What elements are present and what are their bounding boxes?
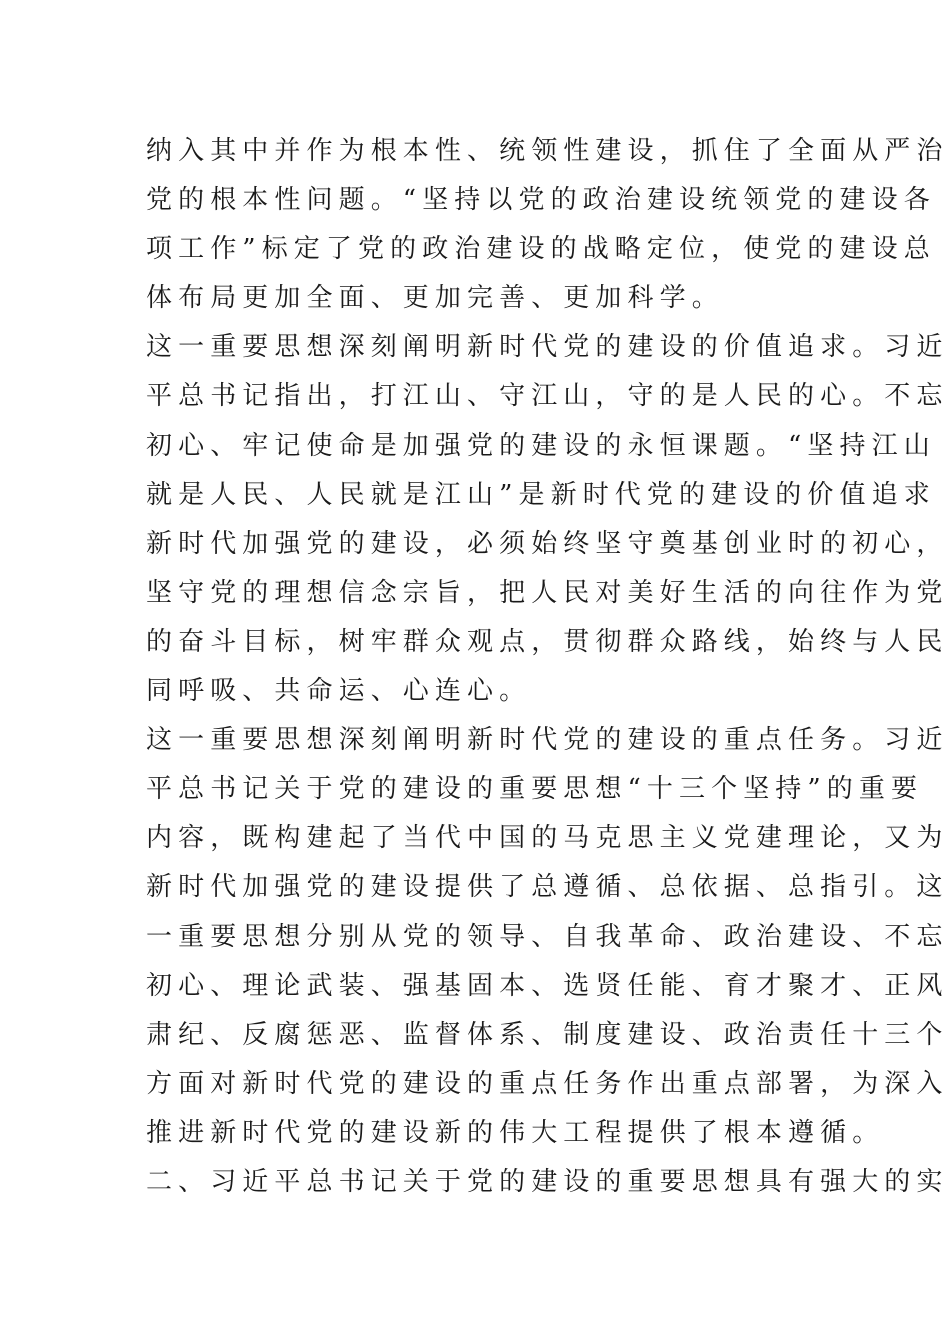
- text-line: 就是人民、人民就是江山”是新时代党的建设的价值追求: [146, 479, 936, 510]
- text-line: 党的根本性问题。“坚持以党的政治建设统领党的建设各: [146, 185, 936, 216]
- text-line: 纳入其中并作为根本性、统领性建设，抓住了全面从严治: [146, 136, 949, 166]
- text-line: 坚守党的理想信念宗旨，把人民对美好生活的向往作为党: [146, 577, 949, 608]
- text-line: 项工作”标定了党的政治建设的战略定位，使党的建设总: [146, 234, 936, 265]
- text-line: 平总书记指出，打江山、守江山，守的是人民的心。不忘: [146, 381, 949, 412]
- text-line: 平总书记关于党的建设的重要思想“十三个坚持”的重要: [146, 774, 924, 805]
- text-line: 二、习近平总书记关于党的建设的重要思想具有强大的实: [146, 1166, 949, 1197]
- text-line: 肃纪、反腐惩恶、监督体系、制度建设、政治责任十三个: [146, 1019, 949, 1050]
- text-line: 同呼吸、共命运、心连心。: [146, 676, 532, 707]
- text-line: 新时代加强党的建设提供了总遵循、总依据、总指引。这: [146, 872, 949, 903]
- text-line: 体布局更加全面、更加完善、更加科学。: [146, 283, 724, 314]
- text-line: 推进新时代党的建设新的伟大工程提供了根本遵循。: [146, 1117, 885, 1148]
- text-line: 这一重要思想深刻阐明新时代党的建设的价值追求。习近: [146, 332, 949, 363]
- text-line: 的奋斗目标，树牢群众观点，贯彻群众路线，始终与人民: [146, 626, 949, 657]
- text-line: 初心、牢记使命是加强党的建设的永恒课题。“坚持江山: [146, 430, 936, 461]
- text-line: 新时代加强党的建设，必须始终坚守奠基创业时的初心，: [146, 528, 949, 559]
- text-line: 内容，既构建起了当代中国的马克思主义党建理论，又为: [146, 823, 949, 854]
- text-line: 方面对新时代党的建设的重点任务作出重点部署，为深入: [146, 1068, 949, 1099]
- text-line: 初心、理论武装、强基固本、选贤任能、育才聚才、正风: [146, 970, 949, 1001]
- body-text: [146, 127, 949, 1207]
- text-line: 这一重要思想深刻阐明新时代党的建设的重点任务。习近: [146, 725, 949, 756]
- text-line: 一重要思想分别从党的领导、自我革命、政治建设、不忘: [146, 921, 949, 952]
